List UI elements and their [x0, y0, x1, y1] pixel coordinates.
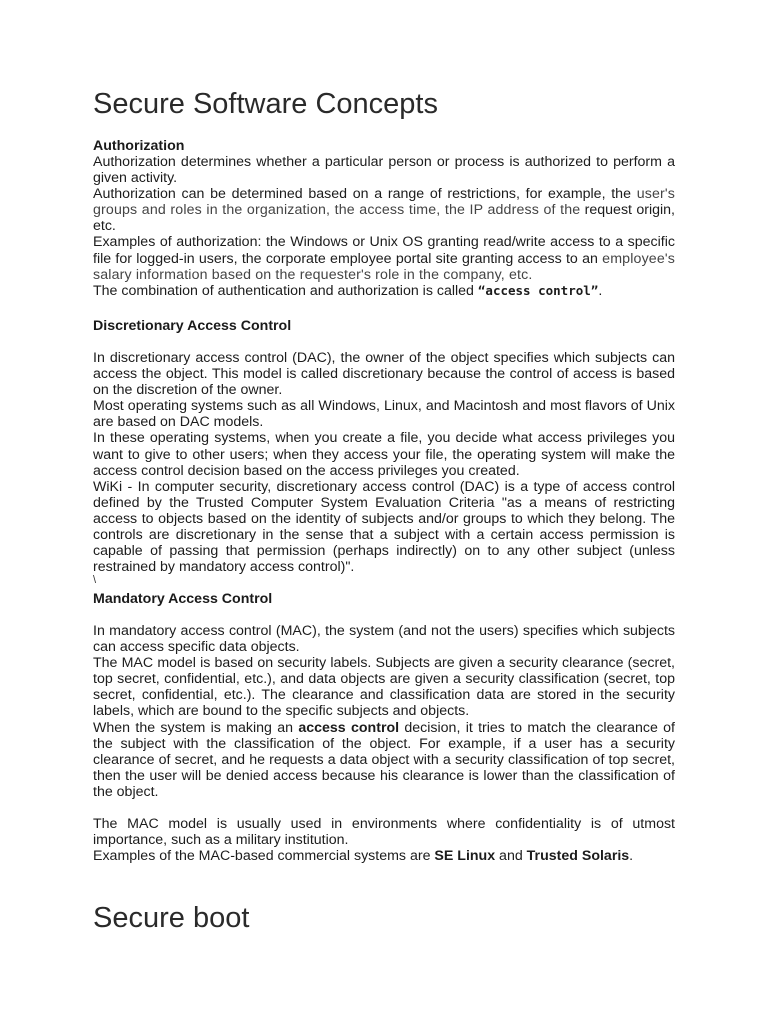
section-title-secure-boot: Secure boot [93, 902, 250, 934]
text-run: request origin, etc. [93, 202, 675, 235]
section-mac [93, 591, 675, 864]
heading-authorization: Authorization [93, 138, 185, 154]
text-run: Examples of the MAC-based commercial systems are [93, 848, 435, 865]
authorization-paragraph-1: Authorization determines whether a particular person or process is authorized to perform a given activity. [93, 154, 675, 187]
text-run: employee's salary information based on the requester's role in the company, etc. [93, 250, 675, 283]
text-run: Examples of authorization: the Windows or Unix OS granting read/write access to a specific file for logged-in users, the corporate employee portal site granting access to an [93, 234, 675, 267]
authorization-paragraph-2 [93, 186, 675, 234]
heading-dac: Discretionary Access Control [93, 318, 292, 334]
text-run: The combination of authentication and authorization is called [93, 282, 478, 299]
term-se-linux: SE Linux [434, 848, 496, 865]
text-run: . [598, 282, 603, 299]
mac-paragraph-4: The MAC model is usually used in environments where confidentiality is of utmost importance, such as a military institution. [93, 816, 675, 849]
text-run: When the system is making an [93, 719, 299, 736]
section-authorization [93, 138, 675, 299]
page-title: Secure Software Concepts [93, 88, 438, 120]
authorization-paragraph-4 [93, 283, 675, 299]
mac-paragraph-1: In mandatory access control (MAC), the system (and not the users) specifies which subjects can access specific data objects. [93, 623, 675, 656]
mac-paragraph-3 [93, 720, 675, 800]
term-trusted-solaris: Trusted Solaris [526, 848, 630, 865]
term-access-control: access control [298, 719, 400, 736]
dac-paragraph-3: In these operating systems, when you create a file, you decide what access privileges you want to give to other users; when they access your file, the operating system will make the access control decision based on the access privileges you created. [93, 430, 675, 479]
heading-mac: Mandatory Access Control [93, 591, 273, 607]
dac-paragraph-4: WiKi - In computer security, discretionary access control (DAC) is a type of access control defined by the Trusted Computer System Evaluation Criteria "as a means of restricting access to objects based on the identity of subjects and/or groups to which they belong. The controls are discretionary in the sense that a subject with a certain access permission is capable of passing that permission (perhaps indirectly) on to any other subject (unless restrained by mandatory access control)". [93, 478, 675, 576]
text-run: decision, it tries to match the clearance of the subject with the classification of the object. For example, if a user has a security clearance of secret, and he requests a data object with a security classification of top secret, then the user will be denied access because his clearance is lower than the classification of the object. [93, 719, 675, 800]
dac-paragraph-2: Most operating systems such as all Windows, Linux, and Macintosh and most flavors of Unix are based on DAC models. [93, 398, 675, 431]
stray-backslash: \ [93, 574, 97, 587]
section-dac [93, 318, 675, 586]
text-run: Authorization can be determined based on a range of restrictions, for example, the [93, 186, 637, 203]
authorization-paragraph-3 [93, 234, 675, 282]
dac-paragraph-1: In discretionary access control (DAC), the owner of the object specifies which subjects can access the object. This model is called discretionary because the control of access is based on the discretion of the owner. [93, 350, 675, 399]
mac-paragraph-5 [93, 848, 675, 864]
mac-paragraph-2: The MAC model is based on security labels. Subjects are given a security clearance (secret, top secret, confidential, etc.), and data objects are given a security classification (secret, top secret, confidential, etc.). The clearance and classification data are stored in the security labels, which are bound to the specific subjects and objects. [93, 655, 675, 720]
term-access-control: “access control” [477, 282, 599, 298]
text-run: user's groups and roles in the organization, the access time, the IP address of the [93, 186, 675, 219]
text-run: . [629, 848, 634, 865]
text-run: and [495, 848, 527, 865]
